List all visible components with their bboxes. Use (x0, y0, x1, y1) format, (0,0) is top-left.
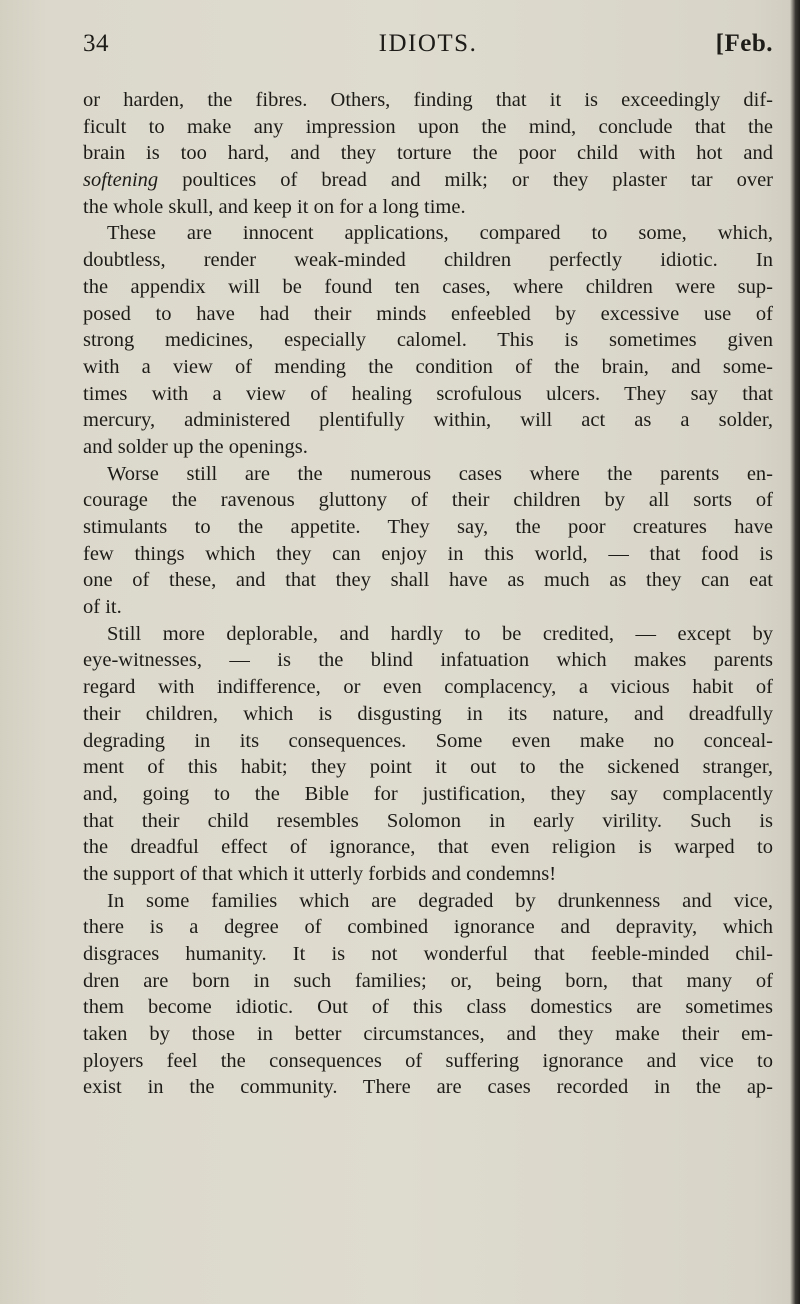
text-line: the whole skull, and keep it on for a long time. (83, 195, 466, 218)
text-line: posed to have had their minds enfeebled by excessive use of (83, 302, 773, 325)
text-line: Still more deplorable, and hardly to be credited, — except by (107, 622, 773, 645)
text-line: regard with indifference, or even complacency, a vicious habit of (83, 676, 773, 699)
text-line: the appendix will be found ten cases, where children were sup- (83, 275, 773, 298)
text-line: ment of this habit; they point it out to the sickened stranger, (83, 756, 773, 779)
text-line: that their child resembles Solomon in early virility. Such is (83, 809, 773, 832)
page-edge-shadow (790, 0, 800, 1304)
text-line: their children, which is disgusting in its nature, and dreadfully (83, 702, 773, 725)
text-line: In some families which are degraded by drunkenness and vice, (107, 889, 773, 912)
text-line: ficult to make any impression upon the mind, conclude that the (83, 115, 773, 138)
text-line: exist in the community. There are cases recorded in the ap- (83, 1076, 773, 1099)
running-date: [Feb. (715, 30, 773, 57)
text-line: Worse still are the numerous cases where the parents en- (107, 462, 773, 485)
text-line: softening poultices of bread and milk; or they plaster tar over (83, 169, 773, 192)
text-line: mercury, administered plentifully within, will act as a solder, (83, 409, 773, 432)
body-text (83, 87, 773, 1101)
text-line: the support of that which it utterly forbids and condemns! (83, 862, 557, 885)
text-line: them become idiotic. Out of this class domestics are sometimes (83, 996, 773, 1019)
text-line: or harden, the fibres. Others, finding that it is exceedingly dif- (83, 89, 773, 111)
text-line: one of these, and that they shall have as much as they can eat (83, 569, 773, 592)
text-line: of it. (83, 596, 122, 619)
text-line: doubtless, render weak-minded children perfectly idiotic. In (83, 249, 773, 272)
text-line: dren are born in such families; or, being born, that many of (83, 969, 773, 992)
text-line: few things which they can enjoy in this world, — that food is (83, 542, 773, 565)
page-number: 34 (83, 30, 109, 57)
text-line: strong medicines, especially calomel. This is sometimes given (83, 329, 773, 352)
text-line: These are innocent applications, compared to some, which, (107, 222, 773, 245)
running-header (83, 30, 773, 64)
text-line: stimulants to the appetite. They say, the poor creatures have (83, 516, 773, 538)
text-line: ployers feel the consequences of suffering ignorance and vice to (83, 1049, 773, 1072)
running-title: IDIOTS. (378, 30, 478, 57)
text-line: there is a degree of combined ignorance and depravity, which (83, 916, 773, 939)
text-line: times with a view of healing scrofulous ulcers. They say that (83, 382, 773, 405)
text-line: taken by those in better circumstances, and they make their em- (83, 1023, 773, 1046)
text-line: disgraces humanity. It is not wonderful that feeble-minded chil- (83, 943, 773, 965)
text-line: brain is too hard, and they torture the poor child with hot and (83, 142, 773, 165)
text-line: with a view of mending the condition of the brain, and some- (83, 355, 773, 378)
text-line: and solder up the openings. (83, 435, 308, 458)
text-line: courage the ravenous gluttony of their children by all sorts of (83, 489, 773, 512)
text-line: eye-witnesses, — is the blind infatuation which makes parents (83, 649, 773, 672)
text-line: degrading in its consequences. Some even make no conceal- (83, 729, 773, 752)
text-line: the dreadful effect of ignorance, that even religion is warped to (83, 836, 773, 859)
text-line: and, going to the Bible for justification, they say complacently (83, 782, 773, 805)
